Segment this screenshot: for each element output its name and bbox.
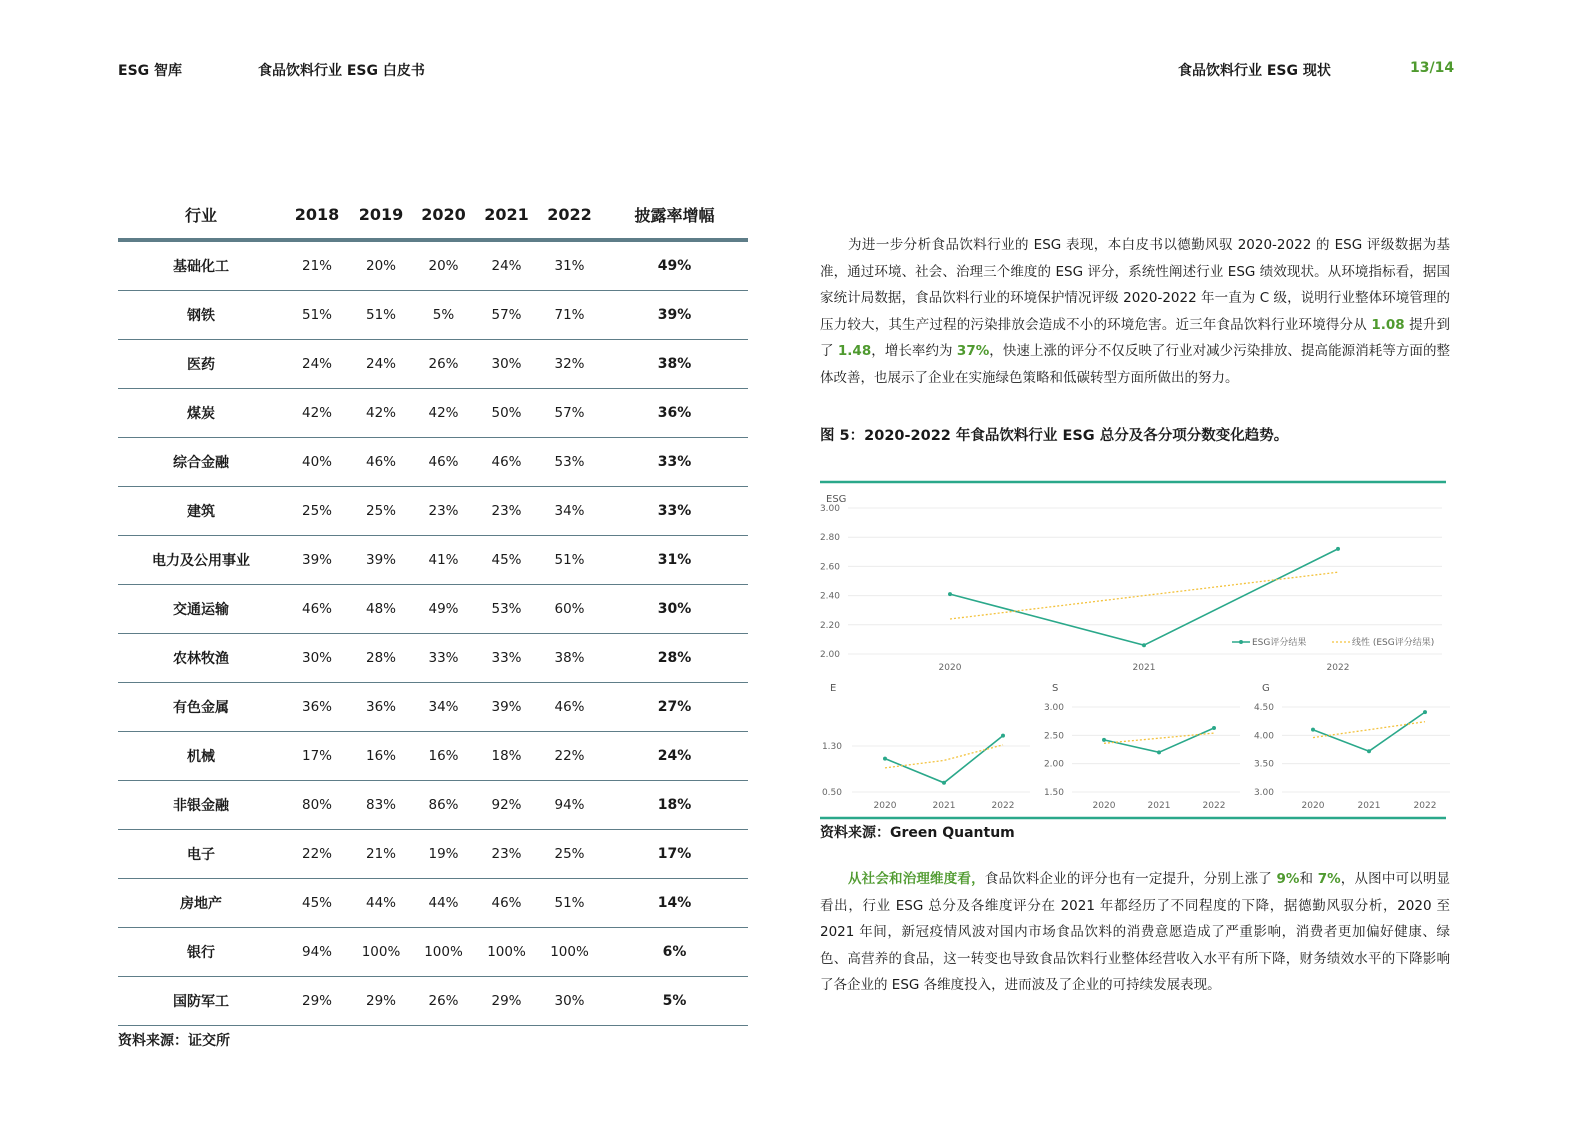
growth-cell: 31% [601, 536, 748, 585]
rate-cell: 38% [538, 634, 601, 683]
rate-cell: 34% [412, 683, 475, 732]
y-tick-label: 2.20 [820, 620, 840, 631]
table-body [118, 240, 748, 1026]
industry-cell: 交通运输 [118, 585, 284, 634]
chart-title: G [1262, 683, 1270, 694]
rate-cell: 29% [284, 977, 350, 1026]
growth-cell: 24% [601, 732, 748, 781]
column-header: 2022 [538, 190, 601, 240]
rate-cell: 39% [284, 536, 350, 585]
growth-cell: 18% [601, 781, 748, 830]
table-row [118, 240, 748, 291]
rate-cell: 51% [538, 536, 601, 585]
trend-line [885, 745, 1003, 768]
table-row [118, 438, 748, 487]
data-point [1423, 710, 1427, 714]
rate-cell: 23% [475, 830, 538, 879]
y-tick-label: 1.50 [1043, 788, 1064, 798]
rate-cell: 46% [412, 438, 475, 487]
table-row [118, 683, 748, 732]
rate-cell: 46% [538, 683, 601, 732]
y-tick-label: 0.50 [821, 788, 842, 798]
rate-cell: 42% [412, 389, 475, 438]
rate-cell: 30% [284, 634, 350, 683]
rate-cell: 46% [475, 438, 538, 487]
table-row [118, 291, 748, 340]
score-line [885, 736, 1003, 783]
rate-cell: 33% [475, 634, 538, 683]
rate-cell: 17% [284, 732, 350, 781]
rate-cell: 25% [284, 487, 350, 536]
rate-cell: 48% [350, 585, 412, 634]
rate-cell: 53% [475, 585, 538, 634]
legend-score-marker [1239, 640, 1243, 644]
brand-label: ESG 智库 [118, 63, 183, 79]
rate-cell: 57% [475, 291, 538, 340]
data-point [942, 781, 946, 785]
industry-cell: 国防军工 [118, 977, 284, 1026]
column-header: 行业 [118, 190, 284, 240]
rate-cell: 46% [284, 585, 350, 634]
industry-cell: 有色金属 [118, 683, 284, 732]
rate-cell: 30% [475, 340, 538, 389]
document-title: 食品饮料行业 ESG 白皮书 [258, 63, 425, 79]
table-row [118, 928, 748, 977]
rate-cell: 28% [350, 634, 412, 683]
y-tick-label: 3.00 [1043, 703, 1064, 713]
rate-cell: 23% [475, 487, 538, 536]
legend-trend-label: 线性 (ESG评分结果) [1352, 638, 1435, 648]
rate-cell: 100% [412, 928, 475, 977]
rate-cell: 42% [284, 389, 350, 438]
figure-title: 图 5：2020-2022 年食品饮料行业 ESG 总分及各分项分数变化趋势。 [820, 428, 1289, 444]
growth-cell: 5% [601, 977, 748, 1026]
rate-cell: 30% [538, 977, 601, 1026]
rate-cell: 100% [350, 928, 412, 977]
data-point [1157, 750, 1161, 754]
table-row [118, 536, 748, 585]
figure-source: 资料来源：Green Quantum [820, 825, 1015, 841]
growth-cell: 49% [601, 240, 748, 291]
disclosure-table [118, 190, 748, 1026]
y-tick-label: 2.40 [820, 591, 840, 602]
chart-title: ESG [826, 494, 847, 505]
table-row [118, 781, 748, 830]
rate-cell: 86% [412, 781, 475, 830]
data-point [1001, 734, 1005, 738]
rate-cell: 20% [412, 240, 475, 291]
industry-cell: 钢铁 [118, 291, 284, 340]
env-score-2022: 1.48 [837, 343, 872, 359]
rate-cell: 29% [475, 977, 538, 1026]
rate-cell: 32% [538, 340, 601, 389]
esg-analysis-paragraph [820, 232, 1450, 391]
industry-cell: 基础化工 [118, 240, 284, 291]
rate-cell: 29% [350, 977, 412, 1026]
x-tick-label: 2021 [932, 801, 956, 811]
rate-cell: 57% [538, 389, 601, 438]
social-governance-paragraph [820, 866, 1450, 999]
rate-cell: 49% [412, 585, 475, 634]
x-tick-label: 2021 [1357, 801, 1381, 811]
rate-cell: 51% [350, 291, 412, 340]
industry-cell: 建筑 [118, 487, 284, 536]
y-tick-label: 4.50 [1253, 703, 1274, 713]
rate-cell: 50% [475, 389, 538, 438]
rate-cell: 21% [284, 240, 350, 291]
rate-cell: 36% [284, 683, 350, 732]
rate-cell: 46% [350, 438, 412, 487]
y-tick-label: 3.50 [1253, 759, 1274, 770]
industry-cell: 房地产 [118, 879, 284, 928]
x-tick-label: 2020 [873, 801, 897, 811]
growth-cell: 17% [601, 830, 748, 879]
para2-lead: 从社会和治理维度看， [848, 871, 985, 887]
rate-cell: 100% [538, 928, 601, 977]
rate-cell: 44% [412, 879, 475, 928]
para1-text-b: 提升到了 [820, 316, 1450, 359]
table-row [118, 977, 748, 1026]
rate-cell: 42% [350, 389, 412, 438]
industry-cell: 医药 [118, 340, 284, 389]
rate-cell: 41% [412, 536, 475, 585]
rate-cell: 21% [350, 830, 412, 879]
rate-cell: 23% [412, 487, 475, 536]
rate-cell: 46% [475, 879, 538, 928]
x-tick-label: 2022 [1326, 663, 1350, 673]
para1-text-c: ，增长率约为 [871, 343, 957, 359]
growth-cell: 27% [601, 683, 748, 732]
column-header: 2019 [350, 190, 412, 240]
data-point [1367, 749, 1371, 753]
growth-cell: 6% [601, 928, 748, 977]
growth-cell: 33% [601, 438, 748, 487]
rate-cell: 45% [475, 536, 538, 585]
y-tick-label: 2.00 [820, 650, 840, 660]
rate-cell: 16% [412, 732, 475, 781]
table-header-row [118, 190, 748, 240]
y-tick-label: 2.60 [820, 562, 840, 573]
rate-cell: 34% [538, 487, 601, 536]
legend-score-label: ESG评分结果 [1252, 638, 1307, 648]
table-row [118, 340, 748, 389]
table-row [118, 585, 748, 634]
growth-cell: 33% [601, 487, 748, 536]
industry-cell: 综合金融 [118, 438, 284, 487]
rate-cell: 24% [284, 340, 350, 389]
growth-cell: 39% [601, 291, 748, 340]
table-row [118, 389, 748, 438]
x-tick-label: 2022 [1413, 801, 1437, 811]
y-tick-label: 3.00 [1253, 788, 1274, 798]
rate-cell: 60% [538, 585, 601, 634]
social-growth: 9% [1276, 871, 1300, 887]
rate-cell: 26% [412, 977, 475, 1026]
para1-text-a: 为进一步分析食品饮料行业的 ESG 表现，本白皮书以德勤风驭 2020-2022 的 ESG 评级数据为基准，通过环境、社会、治理三个维度的 ESG 评分，系统性阐述行业 ESG 绩效现状。从环境指标看，据国家统计局数据，食品饮料行业的环境保护情况评级 2020-2022 年一直为 C 级，说明行业整体环境管理的压力较大，其生产过程的污染排放会造成不小的环境危害。近三年食品饮料行业环境得分从 [820, 237, 1450, 333]
para1-text-d: ，快速上涨的评分不仅反映了行业对减少污染排放、提高能源消耗等方面的整体改善，也展示了企业在实施绿色策略和低碳转型方面所做出的努力。 [820, 343, 1450, 386]
rate-cell: 94% [538, 781, 601, 830]
table-row [118, 487, 748, 536]
table-row [118, 830, 748, 879]
rate-cell: 22% [284, 830, 350, 879]
industry-cell: 电力及公用事业 [118, 536, 284, 585]
score-line [1313, 712, 1425, 751]
rate-cell: 16% [350, 732, 412, 781]
x-tick-label: 2020 [1092, 801, 1116, 811]
rate-cell: 33% [412, 634, 475, 683]
rate-cell: 20% [350, 240, 412, 291]
x-tick-label: 2021 [1147, 801, 1171, 811]
data-point [1142, 643, 1146, 647]
page-number: 13/14 [1410, 60, 1455, 76]
table-row [118, 732, 748, 781]
industry-cell: 机械 [118, 732, 284, 781]
rate-cell: 44% [350, 879, 412, 928]
industry-cell: 非银金融 [118, 781, 284, 830]
y-tick-label: 1.30 [821, 742, 842, 752]
para2-text-b: 和 [1299, 871, 1318, 887]
score-line [1104, 728, 1214, 752]
section-title: 食品饮料行业 ESG 现状 [1178, 63, 1331, 79]
rate-cell: 92% [475, 781, 538, 830]
rate-cell: 100% [475, 928, 538, 977]
chart-title: S [1052, 683, 1059, 694]
growth-cell: 28% [601, 634, 748, 683]
data-point [1336, 547, 1340, 551]
env-growth-rate: 37% [956, 343, 990, 359]
rate-cell: 53% [538, 438, 601, 487]
governance-growth: 7% [1317, 871, 1341, 887]
rate-cell: 39% [475, 683, 538, 732]
x-tick-label: 2020 [1301, 801, 1325, 811]
growth-cell: 36% [601, 389, 748, 438]
y-tick-label: 4.00 [1253, 731, 1274, 742]
rate-cell: 19% [412, 830, 475, 879]
para2-text-a: 食品饮料企业的评分也有一定提升，分别上涨了 [984, 871, 1277, 887]
rate-cell: 25% [538, 830, 601, 879]
rate-cell: 36% [350, 683, 412, 732]
rate-cell: 39% [350, 536, 412, 585]
data-point [1311, 728, 1315, 732]
para2-text-c: ，从图中可以明显看出，行业 ESG 总分及各维度评分在 2021 年都经历了不同程度的下降，据德勤风驭分析，2020 至 2021 年间，新冠疫情风波对国内市场食品饮料的消费意愿造成了严重影响，消费者更加偏好健康、绿色、高营养的食品，这一转变也导致食品饮料行业整体经营收入水平有所下降，财务绩效水平的下降影响了各企业的 ESG 各维度投入，进而波及了企业的可持续发展表现。 [820, 871, 1451, 993]
score-line [950, 549, 1338, 645]
data-point [948, 592, 952, 596]
industry-cell: 农林牧渔 [118, 634, 284, 683]
rate-cell: 22% [538, 732, 601, 781]
table-row [118, 879, 748, 928]
column-header: 2018 [284, 190, 350, 240]
rate-cell: 24% [475, 240, 538, 291]
column-header: 2020 [412, 190, 475, 240]
industry-cell: 银行 [118, 928, 284, 977]
x-tick-label: 2022 [1202, 801, 1226, 811]
table-source: 资料来源：证交所 [118, 1033, 230, 1049]
y-tick-label: 2.00 [1043, 759, 1064, 770]
rate-cell: 26% [412, 340, 475, 389]
chart-title: E [830, 683, 837, 694]
column-header: 2021 [475, 190, 538, 240]
esg-trend-figure [820, 478, 1450, 823]
data-point [1212, 726, 1216, 730]
rate-cell: 25% [350, 487, 412, 536]
growth-cell: 38% [601, 340, 748, 389]
x-tick-label: 2021 [1132, 663, 1156, 673]
y-tick-label: 3.00 [820, 504, 840, 514]
rate-cell: 40% [284, 438, 350, 487]
table-row [118, 634, 748, 683]
industry-cell: 电子 [118, 830, 284, 879]
y-tick-label: 2.50 [1043, 731, 1064, 742]
rate-cell: 31% [538, 240, 601, 291]
disclosure-table-block [118, 190, 748, 1050]
rate-cell: 80% [284, 781, 350, 830]
rate-cell: 5% [412, 291, 475, 340]
growth-cell: 14% [601, 879, 748, 928]
rate-cell: 71% [538, 291, 601, 340]
rate-cell: 24% [350, 340, 412, 389]
trend-line [1104, 733, 1214, 743]
rate-cell: 94% [284, 928, 350, 977]
data-point [1102, 738, 1106, 742]
rate-cell: 51% [284, 291, 350, 340]
rate-cell: 51% [538, 879, 601, 928]
rate-cell: 18% [475, 732, 538, 781]
industry-cell: 煤炭 [118, 389, 284, 438]
y-tick-label: 2.80 [820, 533, 840, 544]
env-score-2020: 1.08 [1371, 316, 1405, 333]
growth-cell: 30% [601, 585, 748, 634]
column-header: 披露率增幅 [601, 190, 748, 240]
rate-cell: 83% [350, 781, 412, 830]
x-tick-label: 2020 [938, 663, 962, 673]
data-point [883, 757, 887, 761]
x-tick-label: 2022 [991, 801, 1015, 811]
rate-cell: 45% [284, 879, 350, 928]
